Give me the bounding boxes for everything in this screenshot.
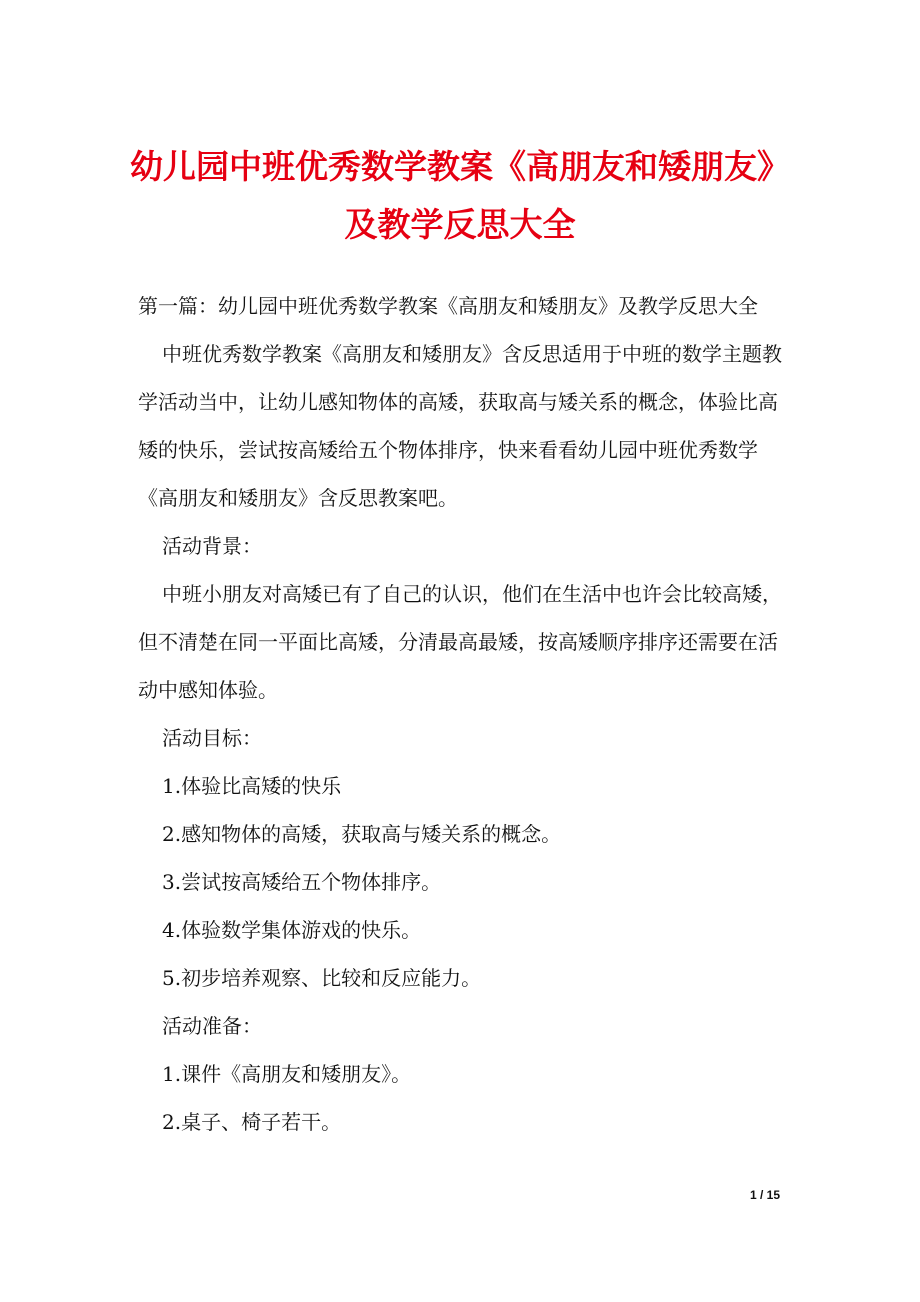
background-paragraph: 中班小朋友对高矮已有了自己的认识，他们在生活中也许会比较高矮，但不清楚在同一平面比高矮，分清最高最矮，按高矮顺序排序还需要在活动中感知体验。 — [138, 582, 782, 702]
goal-item-5: 5.初步培养观察、比较和反应能力。 — [162, 966, 482, 990]
intro-paragraph: 中班优秀数学教案《高朋友和矮朋友》含反思适用于中班的数学主题教学活动当中，让幼儿感知物体的高矮，获取高与矮关系的概念，体验比高矮的快乐，尝试按高矮给五个物体排序，快来看看幼儿园中班优秀数学《高朋友和矮朋友》含反思教案吧。 — [138, 342, 782, 510]
goal-item-3: 3.尝试按高矮给五个物体排序。 — [162, 870, 442, 894]
goal-item-4: 4.体验数学集体游戏的快乐。 — [162, 918, 422, 942]
section-title: 第一篇：幼儿园中班优秀数学教案《高朋友和矮朋友》及教学反思大全 — [138, 294, 758, 318]
preparation-item-2: 2.桌子、椅子若干。 — [162, 1110, 342, 1134]
goals-heading: 活动目标： — [162, 726, 262, 750]
preparation-item-1: 1.课件《高朋友和矮朋友》。 — [162, 1062, 412, 1086]
goal-item-1: 1.体验比高矮的快乐 — [162, 774, 342, 798]
document-body — [138, 282, 788, 1146]
goal-item-2: 2.感知物体的高矮，获取高与矮关系的概念。 — [162, 822, 562, 846]
page-number: 1 / 15 — [749, 1188, 780, 1202]
document-title-line-1: 幼儿园中班优秀数学教案《高朋友和矮朋友》 — [130, 147, 790, 186]
background-heading: 活动背景： — [162, 534, 262, 558]
preparation-heading: 活动准备： — [162, 1014, 262, 1038]
document-title-line-2: 及教学反思大全 — [344, 205, 576, 244]
